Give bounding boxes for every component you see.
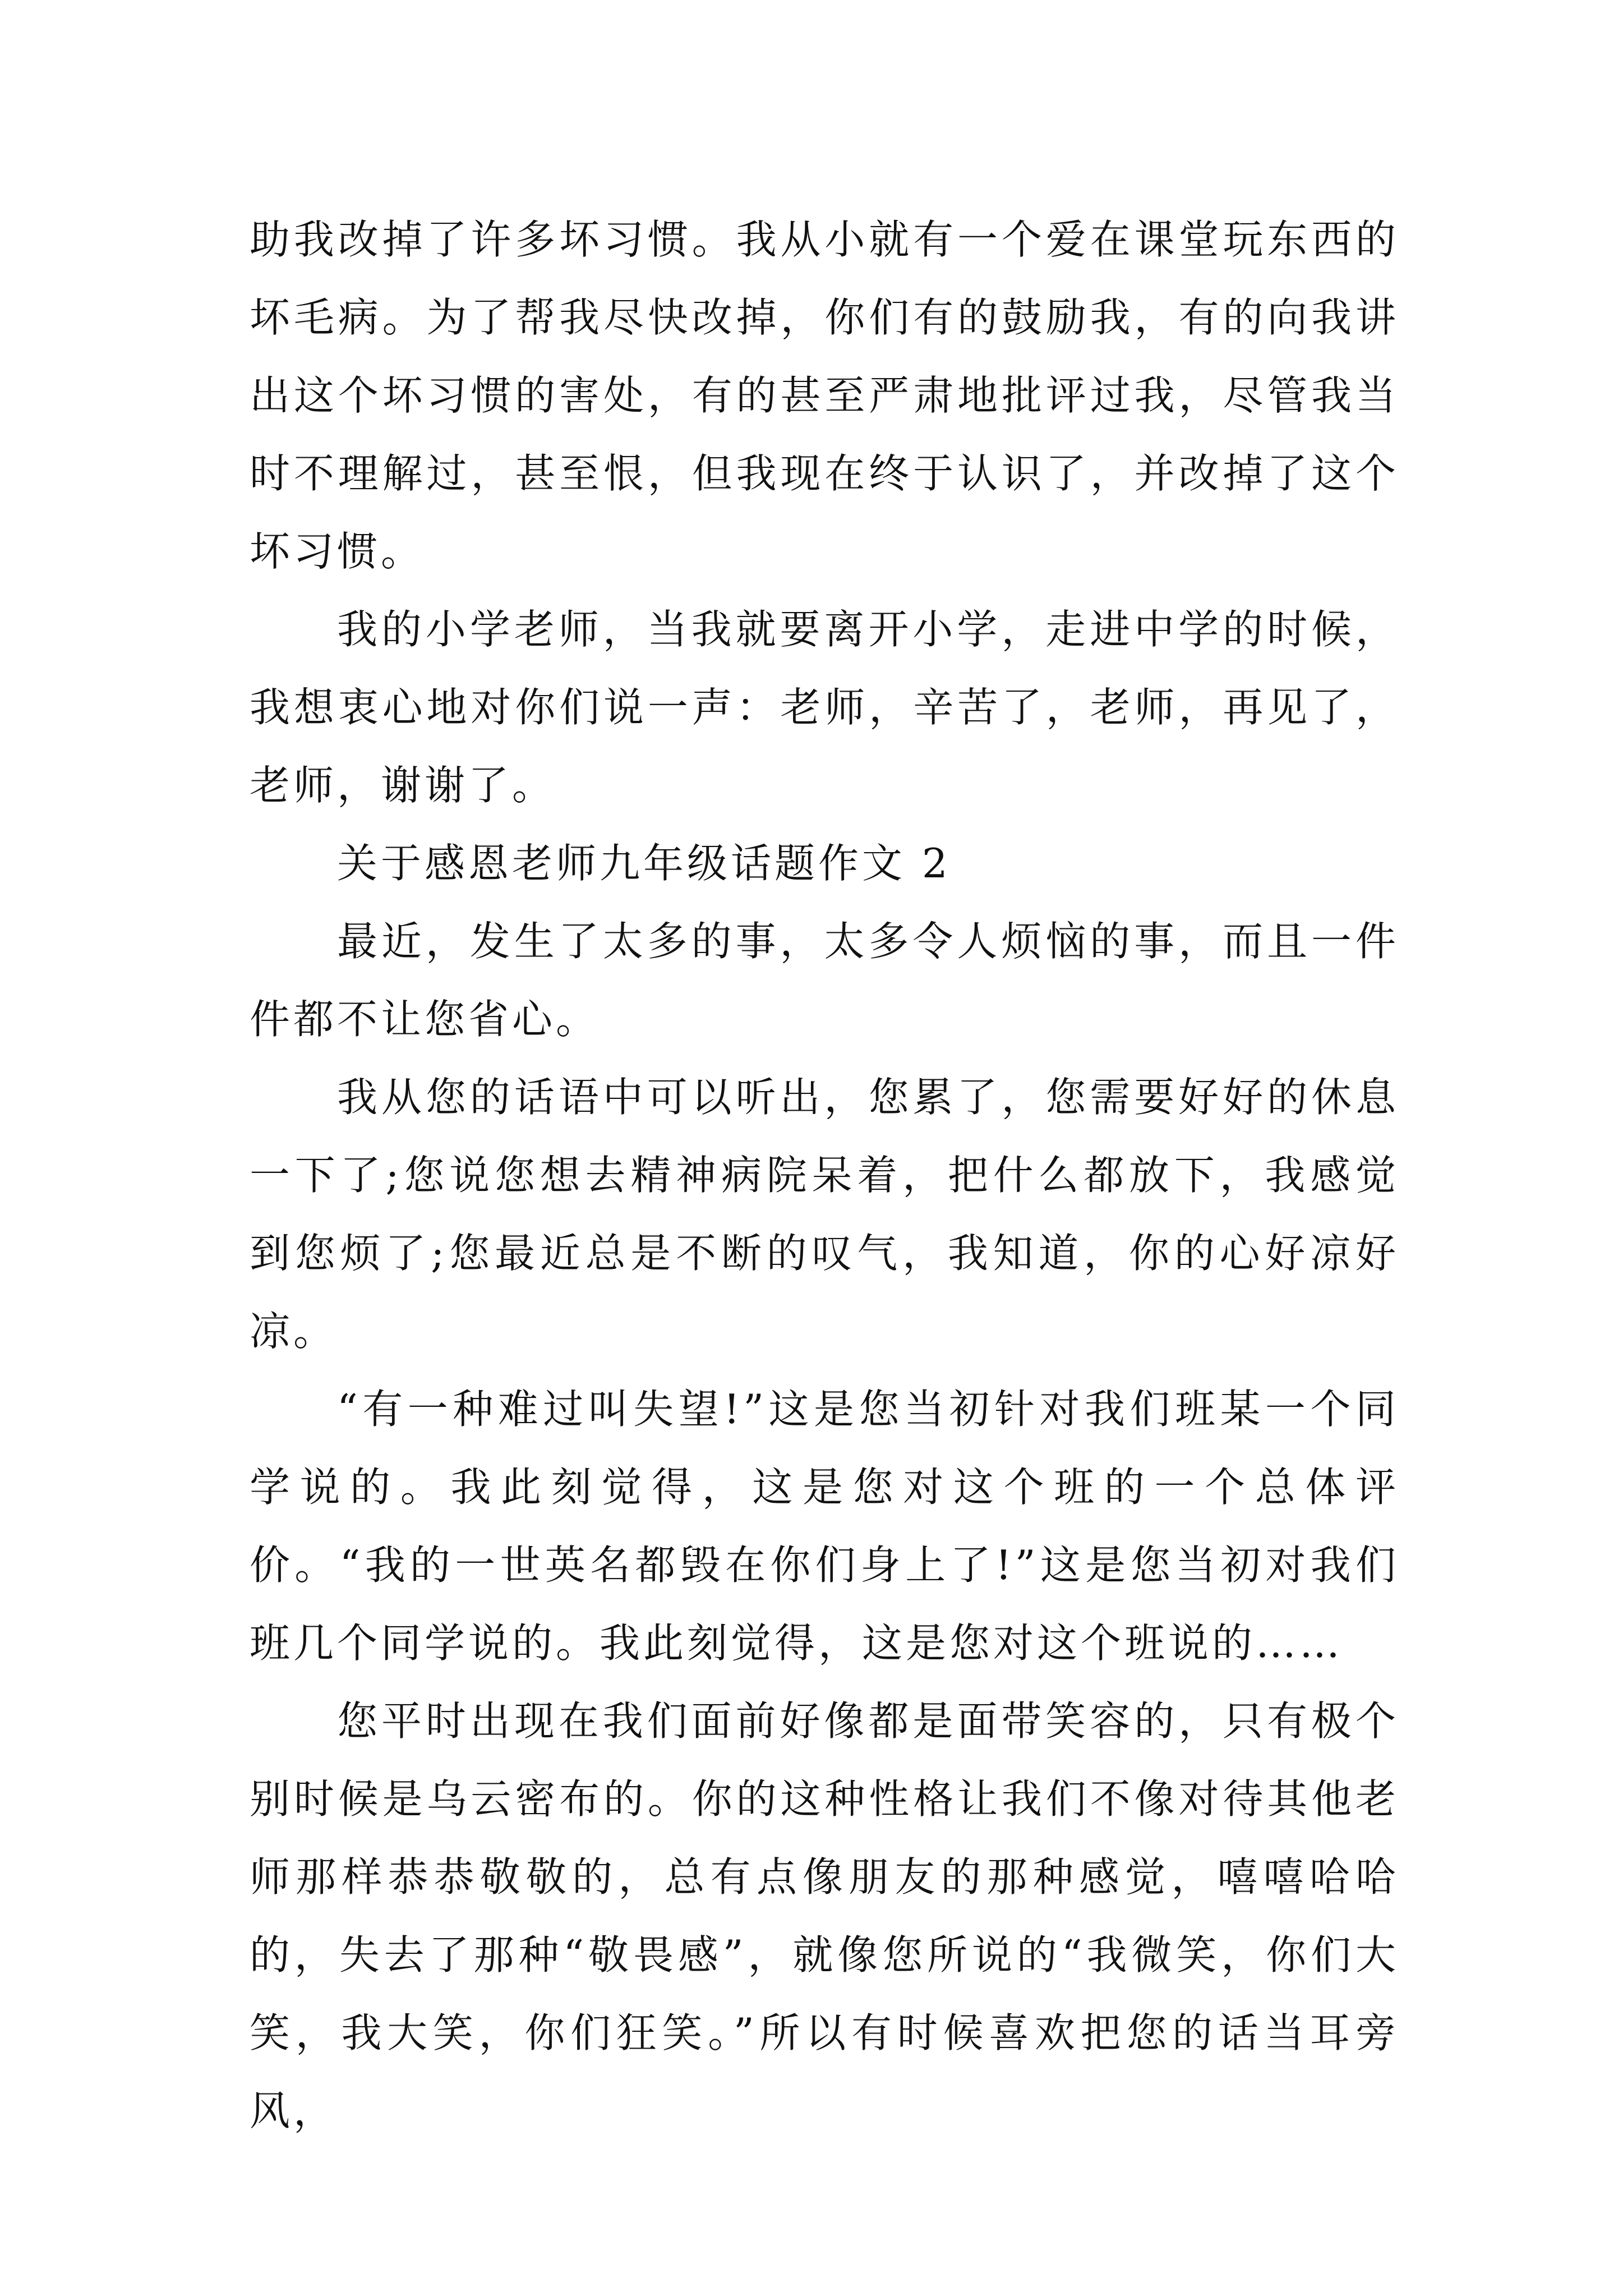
document-body xyxy=(250,201,1399,2150)
paragraph-4: 我从您的话语中可以听出，您累了，您需要好好的休息一下了;您说您想去精神病院呆着，把什么都放下，我感觉到您烦了;您最近总是不断的叹气，我知道，你的心好凉好凉。 xyxy=(250,1074,1399,1355)
essay-subtitle: 关于感恩老师九年级话题作文 2 xyxy=(337,840,951,887)
paragraph-1: 助我改掉了许多坏习惯。我从小就有一个爱在课堂玩东西的坏毛病。为了帮我尽快改掉，你们有的鼓励我，有的向我讲出这个坏习惯的害处，有的甚至严肃地批评过我，尽管我当时不理解过，甚至恨，但我现在终于认识了，并改掉了这个坏习惯。 xyxy=(250,216,1399,575)
paragraph-5: “有一种难过叫失望!”这是您当初针对我们班某一个同学说的。我此刻觉得，这是您对这个班的一个总体评价。“我的一世英名都毁在你们身上了!”这是您当初对我们班几个同学说的。我此刻觉得，这是您对这个班说的…… xyxy=(250,1386,1399,1667)
paragraph-6: 您平时出现在我们面前好像都是面带笑容的，只有极个别时候是乌云密布的。你的这种性格让我们不像对待其他老师那样恭恭敬敬的，总有点像朋友的那种感觉，嘻嘻哈哈的，失去了那种“敬畏感”，就像您所说的“我微笑，你们大笑，我大笑，你们狂笑。”所以有时候喜欢把您的话当耳旁风， xyxy=(250,1697,1399,2134)
paragraph-3: 最近，发生了太多的事，太多令人烦恼的事，而且一件件都不让您省心。 xyxy=(250,918,1399,1043)
paragraph-2: 我的小学老师，当我就要离开小学，走进中学的时候，我想衷心地对你们说一声：老师，辛苦了，老师，再见了，老师，谢谢了。 xyxy=(250,606,1399,809)
